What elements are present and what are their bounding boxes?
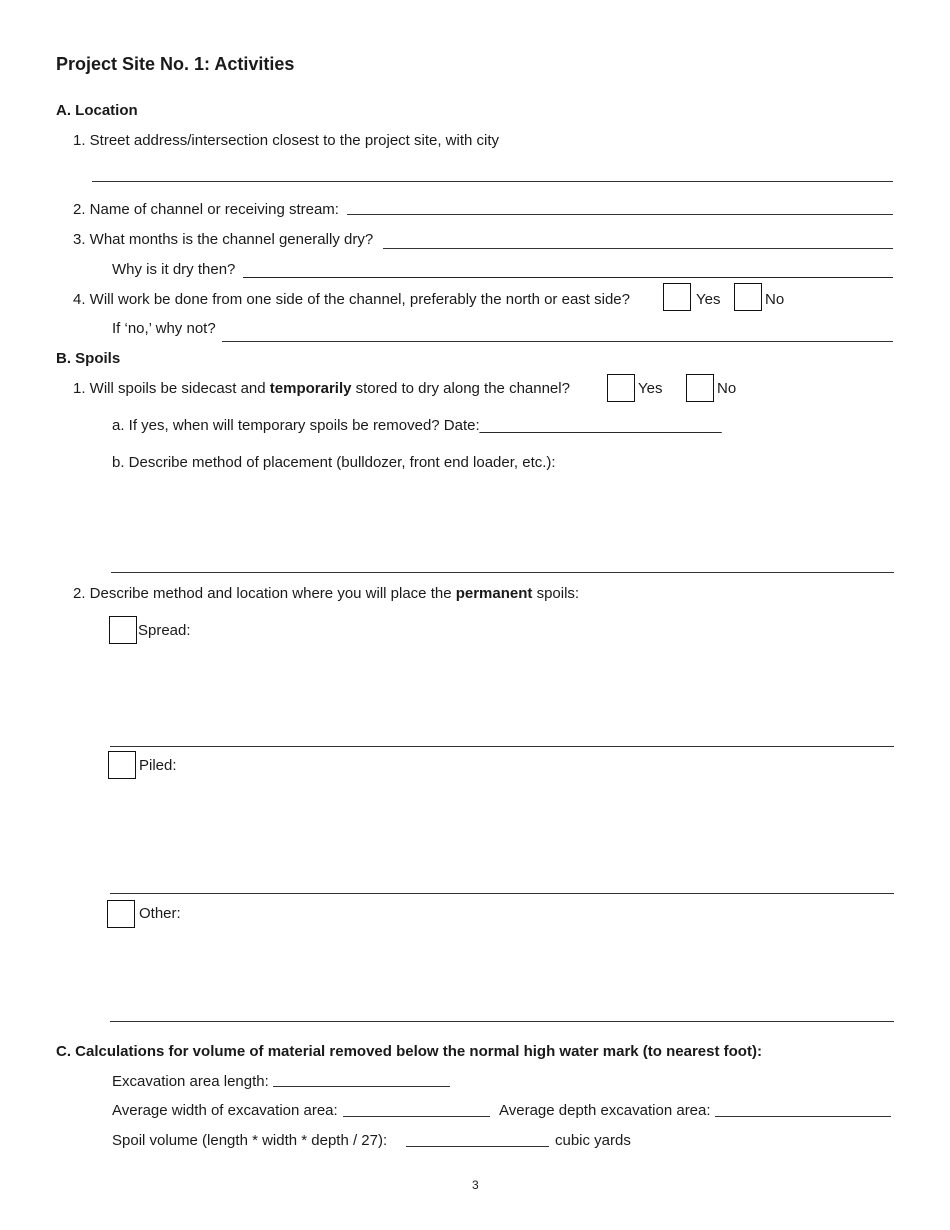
spoil-volume-units: cubic yards [555, 1132, 631, 1149]
location-q4-ifno-label: If ‘no,’ why not? [112, 320, 216, 337]
other-description-field[interactable] [112, 932, 894, 1016]
spoils-q1a-label: a. If yes, when will temporary spoils be removed? Date:_____________________________ [112, 417, 722, 434]
spoils-q1b-label: b. Describe method of placement (bulldozer, front end loader, etc.): [112, 454, 556, 471]
location-q1-label: 1. Street address/intersection closest to the project site, with city [73, 132, 500, 149]
spoils-q1-yes-checkbox[interactable] [607, 374, 635, 402]
spoils-q1-yes-label: Yes [638, 380, 663, 397]
section-b-heading: B. Spoils [56, 350, 121, 367]
placement-method-line [111, 572, 894, 573]
spread-checkbox[interactable] [109, 616, 137, 644]
location-q4-label: 4. Will work be done from one side of the channel, preferably the north or east side? [73, 291, 630, 308]
spread-label: Spread: [138, 622, 191, 639]
section-a-heading: A. Location [56, 102, 138, 119]
other-checkbox[interactable] [107, 900, 135, 928]
channel-name-field[interactable] [347, 196, 893, 215]
location-q3-label: 3. What months is the channel generally dry? [73, 231, 374, 248]
piled-checkbox[interactable] [108, 751, 136, 779]
section-c-heading: C. Calculations for volume of material removed below the normal high water mark (to nearest foot): [56, 1043, 762, 1060]
location-q2-label: 2. Name of channel or receiving stream: [73, 201, 339, 218]
excavation-depth-label: Average depth excavation area: [499, 1102, 711, 1119]
piled-description-field[interactable] [112, 783, 894, 887]
q4-yes-label: Yes [696, 291, 721, 308]
spoils-q1-no-label: No [717, 380, 737, 397]
page-title: Project Site No. 1: Activities [56, 54, 295, 74]
page-number: 3 [472, 1178, 479, 1192]
location-q3-why-label: Why is it dry then? [112, 261, 236, 278]
spoils-q2-label: 2. Describe method and location where you will place the permanent spoils: [73, 585, 580, 602]
spoil-volume-label: Spoil volume (length * width * depth / 27): [112, 1132, 388, 1149]
spread-description-field[interactable] [112, 648, 894, 740]
piled-label: Piled: [139, 757, 177, 774]
placement-method-field[interactable] [112, 478, 894, 566]
excavation-width-label: Average width of excavation area: [112, 1102, 338, 1119]
piled-line [110, 893, 894, 894]
other-label: Other: [139, 905, 181, 922]
why-not-field[interactable] [222, 323, 893, 342]
excavation-width-field[interactable] [343, 1098, 490, 1117]
spoils-removal-date-field[interactable] [490, 416, 688, 434]
why-dry-field[interactable] [243, 259, 893, 278]
spread-line [110, 746, 894, 747]
spoil-volume-field[interactable] [406, 1128, 549, 1147]
q4-no-checkbox[interactable] [734, 283, 762, 311]
spoils-q1-no-checkbox[interactable] [686, 374, 714, 402]
excavation-depth-field[interactable] [715, 1098, 891, 1117]
excavation-length-label: Excavation area length: [112, 1073, 269, 1090]
q4-no-label: No [765, 291, 785, 308]
other-line [110, 1021, 894, 1022]
dry-months-field[interactable] [383, 230, 893, 249]
q4-yes-checkbox[interactable] [663, 283, 691, 311]
street-address-field[interactable] [92, 163, 893, 182]
spoils-q1-label: 1. Will spoils be sidecast and temporarily stored to dry along the channel? [73, 380, 570, 397]
excavation-length-field[interactable] [273, 1068, 450, 1087]
